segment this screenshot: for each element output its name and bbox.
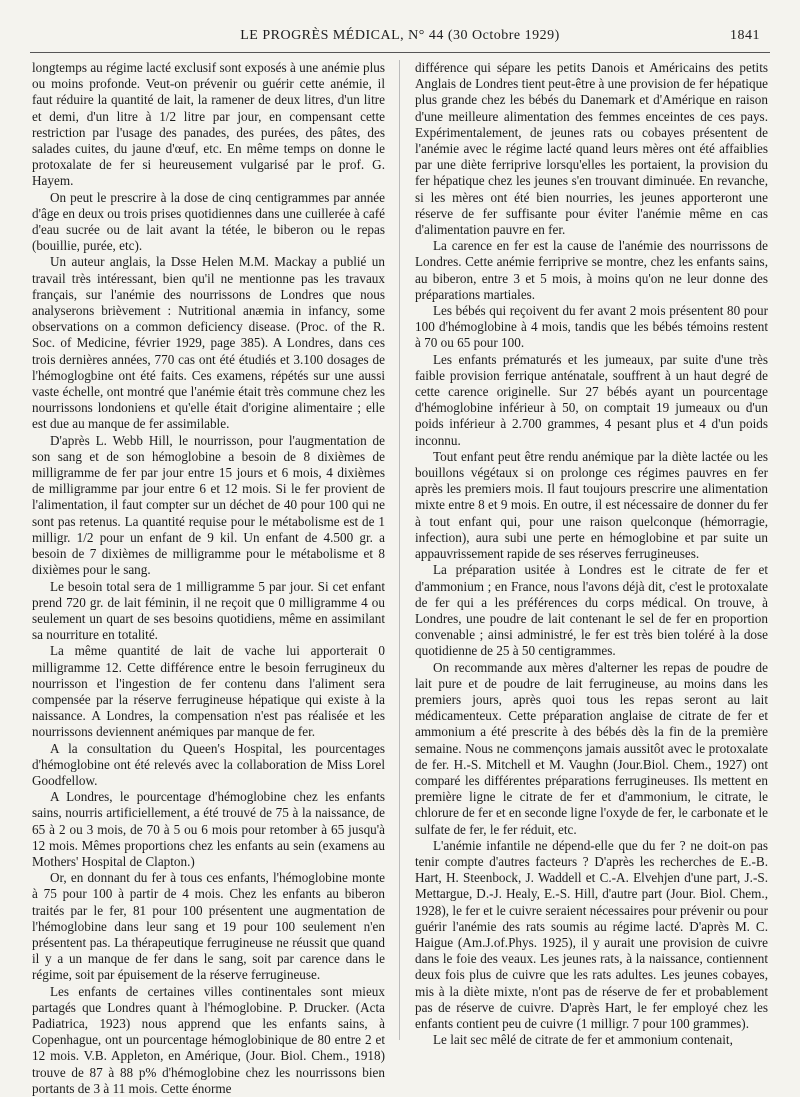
paragraph: L'anémie infantile ne dépend-elle que du fer ? ne doit-on pas tenir compte d'autres facteurs ? D'après les recherches de E.-B. Hart, H. Steenbock, J. Waddell et C.-A. Elvehjen d'une part, J.-S. Mettargue, D.-J. Healy, E.-S. Hill, d'autre part (Jour. Biol. Chem., 1928), le fer et le cuivre seraient nécessaires pour prévenir ou pour guérir l'anémie des rats soumis au régime lacté. D'après M. C. Haigue (Am.J.of.Phys. 1925), il y aurait une provision de cuivre dans le foie des veaux. Les jeunes rats, à la naissance, contiennent deux fois plus de cuivre que les rats adultes. Les jeunes cobayes, mis à la diète mixte, n'ont pas de réserve de fer et probablement pas de réserve de cuivre. D'après Hart, le fer employé chez les enfants contient peu de cuivre (1 milligr. 7 pour 100 grammes).	[415, 837, 768, 1031]
paragraph: Les bébés qui reçoivent du fer avant 2 mois présentent 80 pour 100 d'hémoglobine à 4 mois, tandis que les bébés témoins restent à 70 ou 65 pour 100.	[415, 303, 768, 351]
paragraph: Les enfants de certaines villes continentales sont mieux partagés que Londres quant à l'hémoglobine. P. Drucker. (Acta Padiatrica, 1923) nous apprend que les enfants sains, à Copenhague, ont un pourcentage hémoglobinique de 80 entre 2 et 12 mois. V.B. Appleton, en Amérique, (Jour. Biol. Chem., 1918) trouve de 87 à 88 p% d'hémoglobine chez les nourrissons bien portants de 3 à 11 mois. Cette énorme	[32, 983, 385, 1096]
page-number: 1841	[730, 28, 760, 43]
paragraph: Les enfants prématurés et les jumeaux, par suite d'une très faible provision ferrique anténatale, souffrent à un haut degré de cette carence originelle. Sur 27 bébés ayant un pourcentage d'hémoglobine inférieur à 50, on comptait 19 jumeaux ou d'un poids inférieur à 2.700 grammes, 4 pesant plus et 4 d'un poids inconnu.	[415, 351, 768, 448]
paragraph: Le lait sec mêlé de citrate de fer et ammonium contenait,	[433, 1032, 733, 1048]
left-column	[32, 60, 385, 1096]
paragraph: longtemps au régime lacté exclusif sont exposés à une anémie plus ou moins profonde. Veut-on prévenir ou guérir cette anémie, il faut réduire la quantité de lait, la ramener de deux litres, d'un litre et demi, d'un litre à 1/2 litre par jour, en compensant cette restriction par l'usage des panades, des purées, des pâtes, des salades cuites, du jaune d'œuf, etc. En même temps on donne le protoxalate de fer si heureusement vulgarisé par le prof. G. Hayem.	[32, 60, 385, 189]
column-divider	[399, 60, 400, 1040]
paragraph: A Londres, le pourcentage d'hémoglobine chez les enfants sains, nourris artificiellement, a été trouvé de 75 à la naissance, de 65 à 2 ou 3 mois, de 70 à 5 ou 6 mois pour retomber à 65 jusqu'à 12 mois. Mêmes proportions chez les enfants au sein (examens au Mothers' Hospital de Clapton.)	[32, 789, 385, 869]
paragraph: La préparation usitée à Londres est le citrate de fer et d'ammonium ; en France, nous l'avons déjà dit, c'est le protoxalate de fer qui a les préférences du corps médical. On trouve, à Londres, une poudre de lait contenant le sel de fer en proportion convenable ; ainsi administré, le fer est très bien toléré à la dose quotidienne de 25 à 50 centigrammes.	[415, 562, 768, 659]
right-column	[415, 60, 769, 1048]
paragraph: Tout enfant peut être rendu anémique par la diète lactée ou les bouillons végétaux si on prolonge ces régimes pauvres en fer après les premiers mois. Il faut toujours prescrire une alimentation mixte entre 8 et 9 mois. En outre, il est nécessaire de donner du fer à tout enfant qui, pour une raison quelconque (hémorragie, infection), aura subi une perte en hémoglobine et par suite un appauvrissement rapide de ses réserves ferrugineuses.	[415, 448, 768, 562]
paragraph: La même quantité de lait de vache lui apporterait 0 milligramme 12. Cette différence entre le besoin ferrugineux du nourrisson et l'ingestion de fer contenu dans l'aliment sera compensée par la réserve ferrugineuse hépatique qui existe à la naissance. A Londres, la compensation n'est pas réalisée et les nourrissons deviennent anémiques par manque de fer.	[32, 643, 385, 740]
paragraph: La carence en fer est la cause de l'anémie des nourrissons de Londres. Cette anémie ferriprive se montre, chez les enfants sains, au biberon, entre 3 et 5 mois, à moins qu'on ne leur donne des préparations martiales.	[415, 238, 768, 302]
journal-title: LE PROGRÈS MÉDICAL, N° 44 (30 Octobre 1929)	[240, 28, 560, 43]
paragraph: Le besoin total sera de 1 milligramme 5 par jour. Si cet enfant prend 720 gr. de lait féminin, il ne reçoit que 0 milligramme 4 ou seulement un quart de ses besoins quotidiens, même en assimilant sa nourriture en totalité.	[32, 578, 385, 643]
paragraph: Un auteur anglais, la Dsse Helen M.M. Mackay a publié un travail très intéressant, bien qu'il ne mentionne pas les travaux français, sur l'anémie des nourrissons de Londres que nous analyserons brièvement : Nutritional anæmia in infancy, some observations on a common deficiency disease. (Proc. of the R. Soc. of Medicine, février 1929, page 385). A Londres, dans ces trois dernières années, 770 cas ont été étudiés et 3.100 dosages de l'hémoglogbine ont été faits. Ces examens, répétés sur une aussi vaste échelle, ont montré que l'anémie était très commune chez les nourrissons londoniens et qu'elle était d'origine alimentaire ; elle est due au manque de fer assimilable.	[32, 254, 385, 432]
paragraph: D'après L. Webb Hill, le nourrisson, pour l'augmentation de son sang et de son hémoglobine a besoin de 8 dixièmes de milligramme de fer par jour entre 15 jours et 6 mois, 4 dixièmes de milligramme par jour entre 6 et 12 mois. Si le fer provient de l'alimentation, il faut compter sur un déchet de 40 pour 100 qui ne sont pas retenus. La quantité requise pour le métabolisme est de 1 milligr. 1/2 pour un enfant de 9 kil. Un enfant de 4.500 gr. a besoin de 7 dixièmes de milligramme pour le métabolisme et 8 dixièmes pour le sang.	[32, 432, 385, 578]
paragraph: différence qui sépare les petits Danois et Américains des petits Anglais de Londres tient peut-être à une provision de fer hépatique plus grande chez les bébés du Danemark et d'Amérique en raison d'une meilleure alimentation des femmes enceintes de ces pays. Expérimentalement, de jeunes rats ou cobayes présentent de l'anémie avec le régime lacté quand leurs mères ont été affaiblies par une diète ferriprive lorsqu'elles les portaient, la provision du fer hépatique chez les jeunes s'en trouvant diminuée. En revanche, si les mères ont été bien nourries, les jeunes apporteront une réserve de fer suffisante pour éviter l'anémie même en cas d'alimentation pauvre en fer.	[415, 60, 769, 238]
paragraph: A la consultation du Queen's Hospital, les pourcentages d'hémoglobine ont été relevés avec la collaboration de Miss Lorel Goodfellow.	[32, 740, 385, 788]
paragraph: On peut le prescrire à la dose de cinq centigrammes par année d'âge en deux ou trois prises quotidiennes dans une cuillerée à café d'eau sucrée ou de lait avant la tétée, le biberon ou le repas (bouillie, purée, etc).	[32, 189, 385, 254]
header-rule	[30, 52, 770, 53]
running-header	[30, 28, 770, 50]
paragraph: Or, en donnant du fer à tous ces enfants, l'hémoglobine monte à 75 pour 100 à partir de 4 mois. Chez les enfants au biberon traités par le fer, 81 pour 100 présentent une augmentation de l'hémoglobine dans leur sang et 19 pour 100 seulement n'en présentent pas. La thérapeutique ferrugineuse ne réussit que quand il y a un manque de fer dans le sang, soit par carence dans le régime, soit par épuisement de la réserve ferrugineuse.	[32, 870, 385, 983]
paragraph: On recommande aux mères d'alterner les repas de poudre de lait pure et de poudre de lait ferrugineuse, au moins dans les premiers jours, après quoi tous les repas seront au lait médicamenteux. Cette préparation anglaise de citrate de fer et ammonium a été prescrite à des bébés dès la fin de la première semaine. Nous ne commençons jamais aussitôt avec le protoxalate de fer. H.-S. Mitchell et M. Vaughn (Jour.Biol. Chem., 1927) ont comparé les différentes préparations ferrugineuses. Ils mettent en première ligne le citrate de fer et d'ammonium, le citrate, le chlorure de fer et en seconde ligne l'oxyde de fer, le carbonate et le sulfate de fer, le fer réduit, etc.	[415, 659, 768, 837]
